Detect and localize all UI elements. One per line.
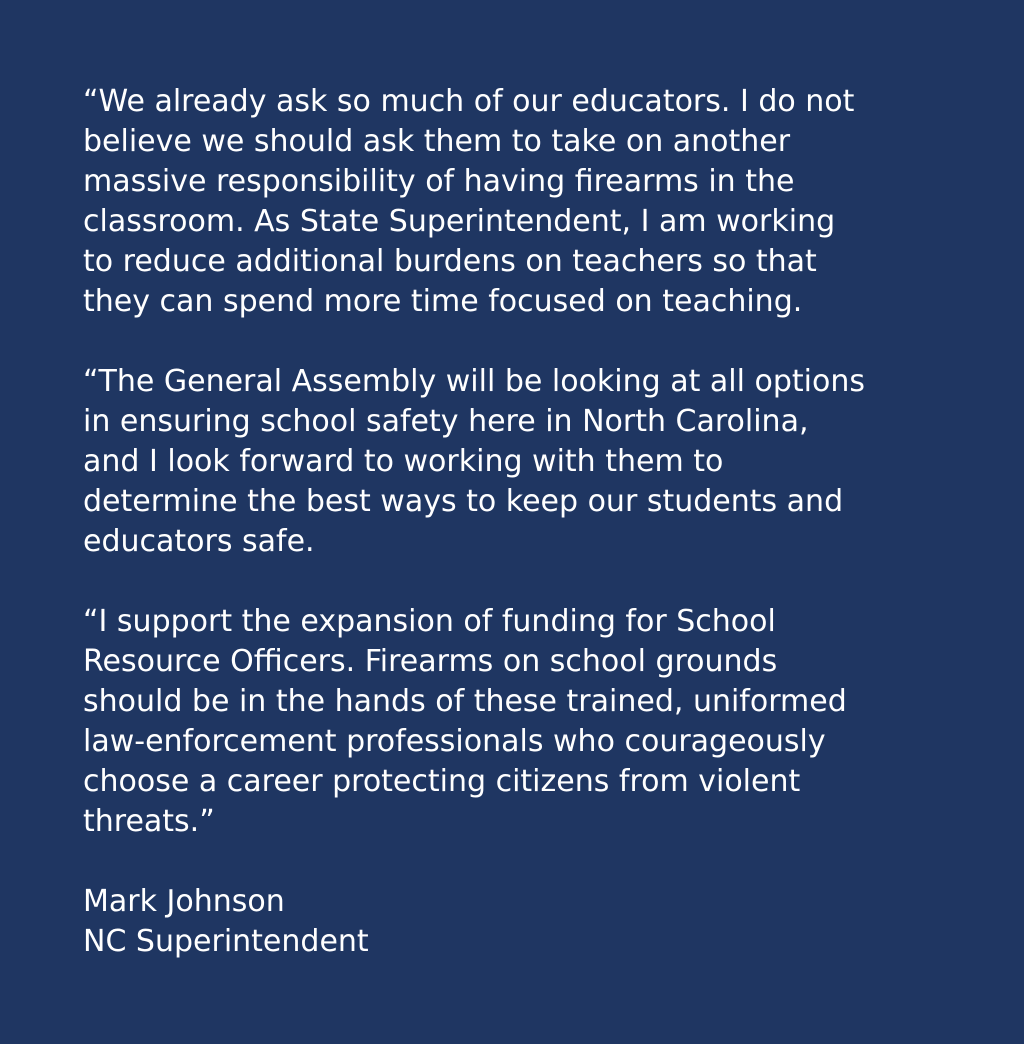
quote-line: “We already ask so much of our educators. I do not xyxy=(83,84,855,119)
quote-line: should be in the hands of these trained, uniformed xyxy=(83,684,847,719)
quote-line: determine the best ways to keep our students and xyxy=(83,484,844,519)
quote-line: to reduce additional burdens on teachers so that xyxy=(83,244,817,279)
quote-paragraph-2 xyxy=(83,362,984,562)
quote-line: law-enforcement professionals who courageously xyxy=(83,724,826,759)
quote-line: massive responsibility of having firearms in the xyxy=(83,164,795,199)
signature-name: Mark Johnson xyxy=(83,884,285,919)
signature-title: NC Superintendent xyxy=(83,924,369,959)
quote-line: they can spend more time focused on teaching. xyxy=(83,284,803,319)
quote-line: and I look forward to working with them to xyxy=(83,444,724,479)
quote-line: “The General Assembly will be looking at all options xyxy=(83,364,865,399)
quote-line: Resource Officers. Firearms on school grounds xyxy=(83,644,778,679)
quote-line: believe we should ask them to take on another xyxy=(83,124,791,159)
quote-line: threats.” xyxy=(83,804,215,839)
quote-paragraph-1 xyxy=(83,82,984,322)
quote-line: “I support the expansion of funding for School xyxy=(83,604,776,639)
quote-line: in ensuring school safety here in North Carolina, xyxy=(83,404,809,439)
quote-line: classroom. As State Superintendent, I am working xyxy=(83,204,836,239)
quote-paragraph-3 xyxy=(83,602,984,842)
quote-line: choose a career protecting citizens from violent xyxy=(83,764,801,799)
signature-block xyxy=(83,882,984,962)
quote-line: educators safe. xyxy=(83,524,315,559)
